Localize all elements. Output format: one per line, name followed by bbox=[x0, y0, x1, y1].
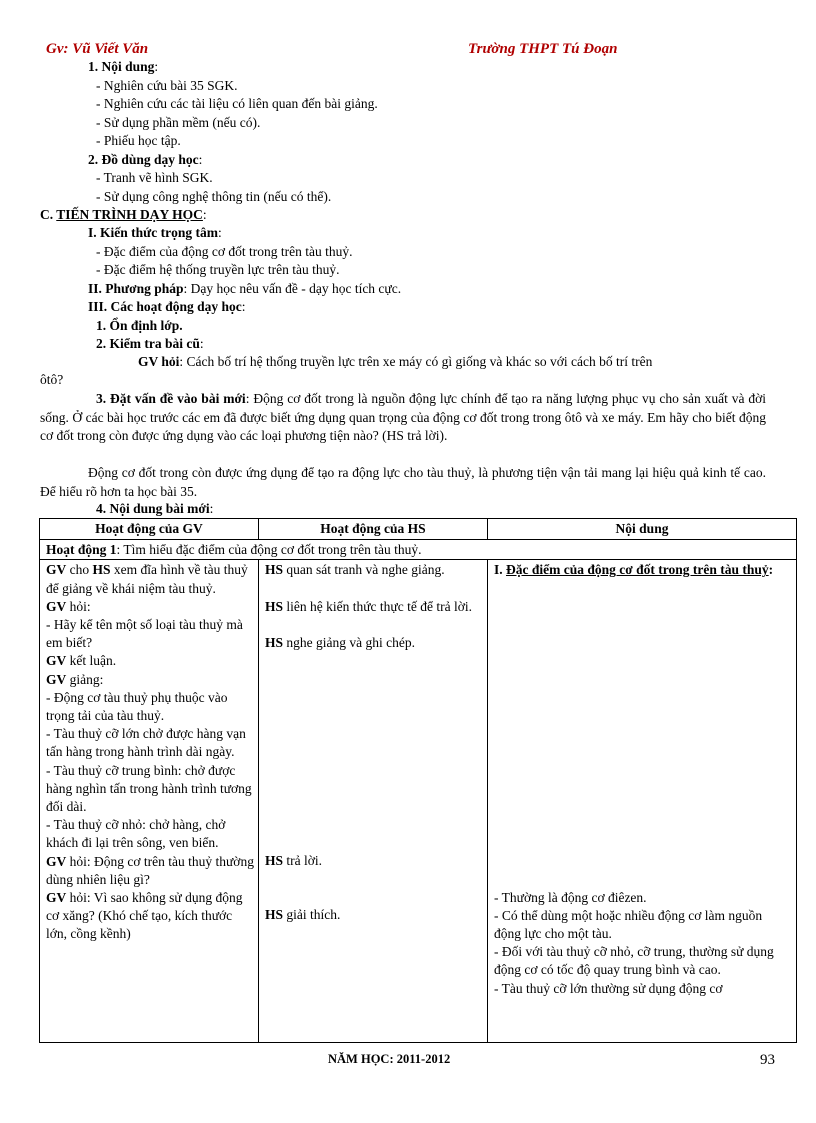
list-item: - Nghiên cứu các tài liệu có liên quan đến bài giảng. bbox=[96, 96, 378, 111]
intro-paragraph-2: Động cơ đốt trong còn được ứng dụng để tạo ra động lực cho tàu thuỷ, là phương tiện vận tải mang lại hiệu quả kinh tế cao. Để hiểu rõ hơn ta học bài 35. bbox=[40, 465, 766, 499]
list-item: - Phiếu học tập. bbox=[96, 133, 181, 148]
hs-cell: HS quan sát tranh và nghe giảng. HS liên hệ kiến thức thực tế để trả lời. HS nghe giảng và ghi chép. HS trả lời. HS giải thích. bbox=[259, 560, 488, 1043]
page-number: 93 bbox=[760, 1052, 775, 1068]
lesson-table bbox=[39, 518, 797, 1043]
col-header-gv: Hoạt động của GV bbox=[40, 519, 259, 540]
step-2: 2. Kiểm tra bài cũ: bbox=[96, 336, 204, 351]
footer-year: NĂM HỌC: 2011-2012 bbox=[328, 1052, 451, 1066]
method-line: II. Phương pháp: Dạy học nêu vấn đề - dạy học tích cực. bbox=[88, 281, 402, 296]
check-question-cont: ôtô? bbox=[40, 372, 64, 387]
focus-heading: I. Kiến thức trọng tâm: bbox=[88, 225, 222, 240]
list-item: - Đặc điểm của động cơ đốt trong trên tàu thuỷ. bbox=[96, 244, 353, 259]
gv-cell: GV cho HS xem đĩa hình về tàu thuỷ để giảng về khái niệm tàu thuỷ. GV hỏi: - Hãy kể tên một số loại tàu thuỷ mà em biết? GV kết luận. GV giảng: - Động cơ tàu thuỷ phụ thuộc vào trọng tải của tàu thuỷ. - Tàu thuỷ cỡ lớn chở được hàng vạn tấn hàng trong hành trình dài ngày. - Tàu thuỷ cỡ trung bình: chở được hàng nghìn tấn trong hành trình tương đối dài. - Tàu thuỷ cỡ nhỏ: chở hàng, chở khách đi lại trên sông, ven biển. GV hỏi: Động cơ trên tàu thuỷ thường dùng nhiên liệu gì? GV hỏi: Vì sao không sử dụng động cơ xăng? (Khó chế tạo, kích thước lớn, cồng kềnh) bbox=[40, 560, 259, 1043]
step-1: 1. Ổn định lớp. bbox=[96, 318, 183, 333]
list-item: - Sử dụng công nghệ thông tin (nếu có thể). bbox=[96, 189, 332, 204]
header-teacher: Gv: Vũ Viết Văn bbox=[46, 41, 149, 57]
content-cell: I. Đặc điểm của động cơ đốt trong trên tàu thuỷ: - Thường là động cơ điêzen. - Có thể dùng một hoặc nhiều động cơ làm nguồn động lực cho một tàu. - Đối với tàu thuỷ cỡ nhỏ, cỡ trung, thường sử dụng động cơ có tốc độ quay trung bình và cao. - Tàu thuỷ cỡ lớn thường sử dụng động cơ bbox=[488, 560, 797, 1043]
list-item: - Nghiên cứu bài 35 SGK. bbox=[96, 78, 238, 93]
col-header-content: Nội dung bbox=[488, 519, 797, 540]
section-materials-heading: 2. Đồ dùng dạy học: bbox=[88, 152, 203, 167]
header-school: Trường THPT Tú Đoạn bbox=[468, 41, 618, 57]
check-question: GV hỏi: Cách bố trí hệ thống truyền lực trên xe máy có gì giống và khác so với cách bố trí trên bbox=[138, 354, 653, 369]
list-item: - Đặc điểm hệ thống truyền lực trên tàu thuỷ. bbox=[96, 262, 340, 277]
activity-row: Hoạt động 1: Tìm hiểu đặc điểm của động cơ đốt trong trên tàu thuỷ. bbox=[40, 540, 797, 560]
section-content-heading: 1. Nội dung: bbox=[88, 59, 159, 74]
part-c-heading: C. TIẾN TRÌNH DẠY HỌC: bbox=[40, 207, 207, 222]
col-header-hs: Hoạt động của HS bbox=[259, 519, 488, 540]
list-item: - Tranh vẽ hình SGK. bbox=[96, 170, 213, 185]
intro-paragraph: 3. Đặt vấn đề vào bài mới: Động cơ đốt trong là nguồn động lực chính để tạo ra năng lượng phục vụ cho sản xuất và đời sống. Ở các bài học trước các em đã được biết ứng dụng quan trọng của động cơ đốt trong trong ôtô và xe máy. Em hãy cho biết động cơ đốt trong còn được ứng dụng vào các loại phương tiện nào? (HS trả lời). bbox=[40, 391, 767, 443]
step-4: 4. Nội dung bài mới: bbox=[96, 501, 214, 516]
list-item: - Sử dụng phần mềm (nếu có). bbox=[96, 115, 261, 130]
activities-heading: III. Các hoạt động dạy học: bbox=[88, 299, 246, 314]
